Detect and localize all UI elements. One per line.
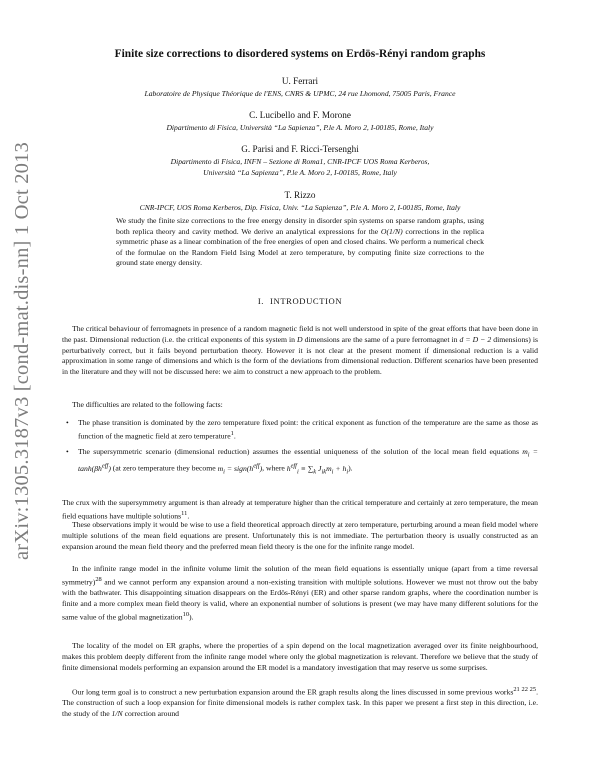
intro-paragraph-1: The critical behaviour of ferromagnets in presence of a random magnetic field is not well understood in spite of the great efforts that have been done in the past. Dimensional reduction (i.e. the critical exponents of this system in D dimensions are the same of a pure ferromagnet in d = D − 2 dimensions) is perturbatively correct, but it fails beyond perturbation theory. However it is not clear at the present moment if dimensional reduction is a valid approximation in some range of dimensions and which is the form of the deviations from dimensional reduction. Different scenarios have been presented in the literature and they will not be discussed here: we aim to construct a new approach to the problem.: [62, 324, 538, 376]
arxiv-identifier: arXiv:1305.3187v3 [cond-mat.dis-nn] 1 Oct 2013: [11, 142, 33, 560]
author-rizzo: T. Rizzo: [284, 190, 316, 200]
intro-paragraph-4: These observations imply it would be wise to use a field theoretical approach directly at zero temperature, perturbing around a mean field model where multiple solutions of the mean field equations are present. Unfortunately this is not immediate. The perturbation theory is usually constructed as an expansion around the mean field theory and the preferred mean field theory is the one for the infinite range model.: [62, 520, 538, 551]
list-item: • The phase transition is dominated by the zero temperature fixed point: the critical exponent as function of the temperature are the same as those as function of the magnetic field at zero temperature$^1$.: [66, 418, 538, 441]
author-ferrari: U. Ferrari: [281, 76, 319, 86]
affiliation-infn-line1: Dipartimento di Fisica, INFN – Sezione di Roma1, CNR-IPCF UOS Roma Kerberos,: [170, 157, 430, 166]
intro-paragraph-7: Our long term goal is to construct a new perturbation expansion around the ER graph results along the lines discussed in some previous works$^{21 22 25}$. The construction of such a loop expansion for finite dimensional models is rather complex task. In this paper we present a first step in this direction, i.e. the study of the 1/N correction around: [62, 686, 538, 719]
intro-paragraph-6: The locality of the model on ER graphs, where the properties of a spin depend on the local magnetization averaged over its finite neighbourhood, makes this problem deeply different from the infinite range model where only the global magnetization is relevant. Therefore we believe that the study of finite dimensional models performing an expansion around the ER model is a mandatory investigation that may reserve us some surprises.: [62, 641, 538, 672]
affiliation-ens: Laboratoire de Physique Théorique de l'ENS, CNRS & UPMC, 24 rue Lhomond, 75005 Paris, France: [144, 89, 456, 98]
intro-paragraph-5: In the infinite range model in the infinite volume limit the solution of the mean field equations is essentially unique (apart from a time reversal symmetry)$^{28}$ and we cannot perform any expansion around a non-existing transition with multiple solutions. However we must not throw out the baby with the bathwater. This disappointing situation disappears on the Erdös-Rényi (ER) and other sparse random graphs, where the coordination number is finite and a more complex mean field theory is valid, where an exponential number of solutions is present (we may have many different solutions for the same value of the global magnetization$^{10}$).: [62, 564, 538, 622]
section-heading-introduction: I. INTRODUCTION: [257, 296, 343, 306]
author-parisi-ricci-tersenghi: G. Parisi and F. Ricci-Tersenghi: [241, 144, 359, 154]
intro-paragraph-3: The crux with the supersymmetry argument is than already at temperature higher than the critical temperature and certainly at zero temperature, the mean field equations have multiple solutions$^{11}$.: [62, 498, 538, 521]
paper-title: Finite size corrections to disordered systems on Erdös-Rényi random graphs: [114, 48, 486, 60]
abstract: We study the finite size corrections to the free energy density in disorder spin systems on sparse random graphs, using both replica theory and cavity method. We derive an analytical expressions for the O(1/N) corrections in the replica symmetric phase as a linear combination of the free energies of open and closed chains. We perform a numerical check of the formulae on the Random Field Ising Model at zero temperature, by computing finite size corrections to the ground state energy density.: [116, 216, 484, 268]
affiliation-cnr-ipcf: CNR-IPCF, UOS Roma Kerberos, Dip. Fisica, Univ. “La Sapienza”, P.le A. Moro 2, I-00185, Rome, Italy: [139, 203, 461, 212]
intro-paragraph-2: The difficulties are related to the following facts:: [72, 400, 223, 409]
affiliation-sapienza: Dipartimento di Fisica, Università “La Sapienza”, P.le A. Moro 2, I-00185, Rome, Italy: [166, 123, 434, 132]
list-item: • The supersymmetric scenario (dimensional reduction) assumes the essential uniqueness of the solution of the local mean field equations $m_i = \tanh(\beta h^{eff})$ (at zero temperature they become $m_i$ = $sign(h^{eff})$, where $h^{eff}_i \equiv \sum_k$ $J_{ik}m_i + h_i$).: [66, 447, 538, 476]
author-lucibello-morone: C. Lucibello and F. Morone: [249, 110, 351, 120]
affiliation-infn-line2: Università “La Sapienza”, P.le A. Moro 2, I-00185, Rome, Italy: [203, 168, 397, 177]
difficulties-list: [62, 418, 538, 478]
